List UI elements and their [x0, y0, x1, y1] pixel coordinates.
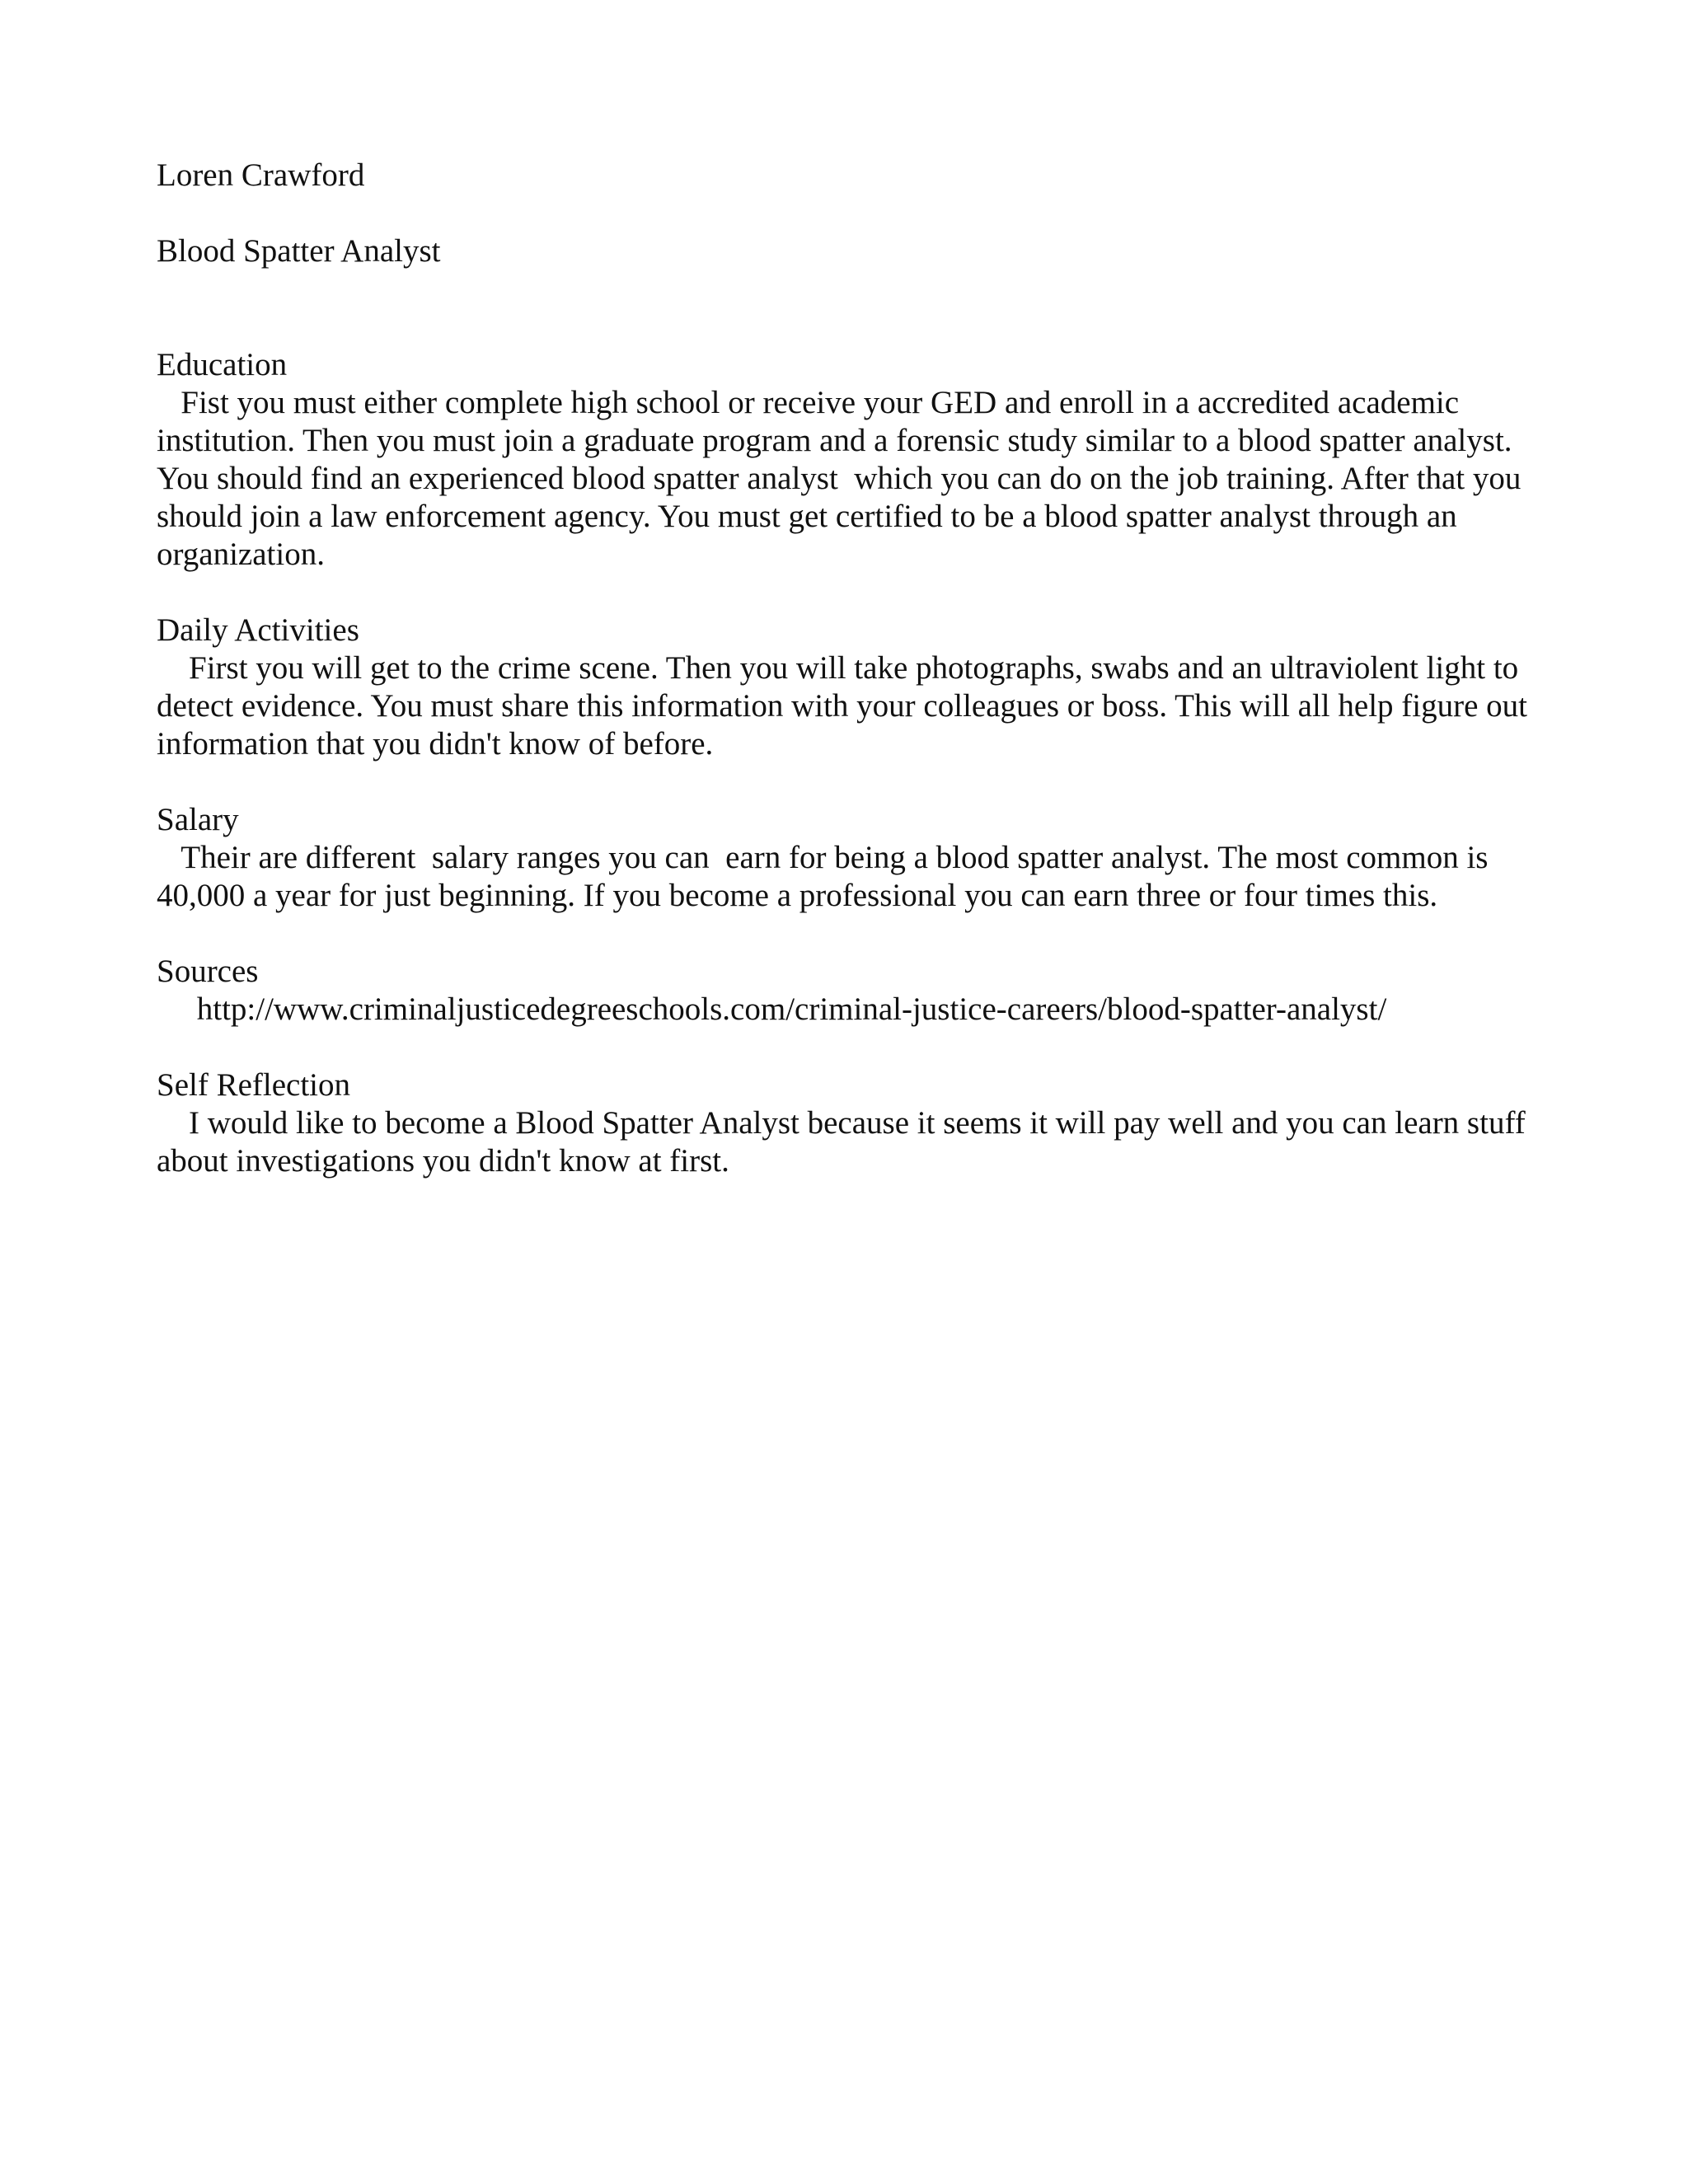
document-content [157, 157, 1541, 1218]
section-body: Fist you must either complete high school or receive your GED and enroll in a accredited academic institution. Then you must join a graduate program and a forensic study similar to a blood spatter analyst. You should find an experienced blood spatter analyst which you can do on the job training. After that you should join a law enforcement agency. You must get certified to be a blood spatter analyst through an organization. [157, 385, 1530, 572]
section-education [157, 346, 1541, 574]
section-daily-activities [157, 612, 1541, 763]
section-heading: Education [157, 347, 288, 382]
document-title: Blood Spatter Analyst [157, 233, 441, 269]
section-heading: Salary [157, 802, 239, 837]
section-body: Their are different salary ranges you can earn for being a blood spatter analyst. The most common is 40,000 a year for just beginning. If you become a professional you can earn three or four times this. [157, 840, 1497, 913]
section-heading: Self Reflection [157, 1067, 351, 1103]
source-url: http://www.criminaljusticedegreeschools.com/criminal-justice-careers/blood-spatter-analyst/ [157, 991, 1387, 1027]
section-self-reflection [157, 1066, 1541, 1180]
section-salary [157, 801, 1541, 915]
section-body: I would like to become a Blood Spatter Analyst because it seems it will pay well and you can learn stuff about investigations you didn't know at first. [157, 1105, 1534, 1179]
section-heading: Daily Activities [157, 612, 359, 648]
section-heading: Sources [157, 954, 259, 989]
section-sources [157, 953, 1541, 1029]
section-body: First you will get to the crime scene. Then you will take photographs, swabs and an ultraviolent light to detect evidence. You must share this information with your colleagues or boss. This will all help figure out information that you didn't know of before. [157, 650, 1536, 762]
author-name: Loren Crawford [157, 157, 365, 193]
